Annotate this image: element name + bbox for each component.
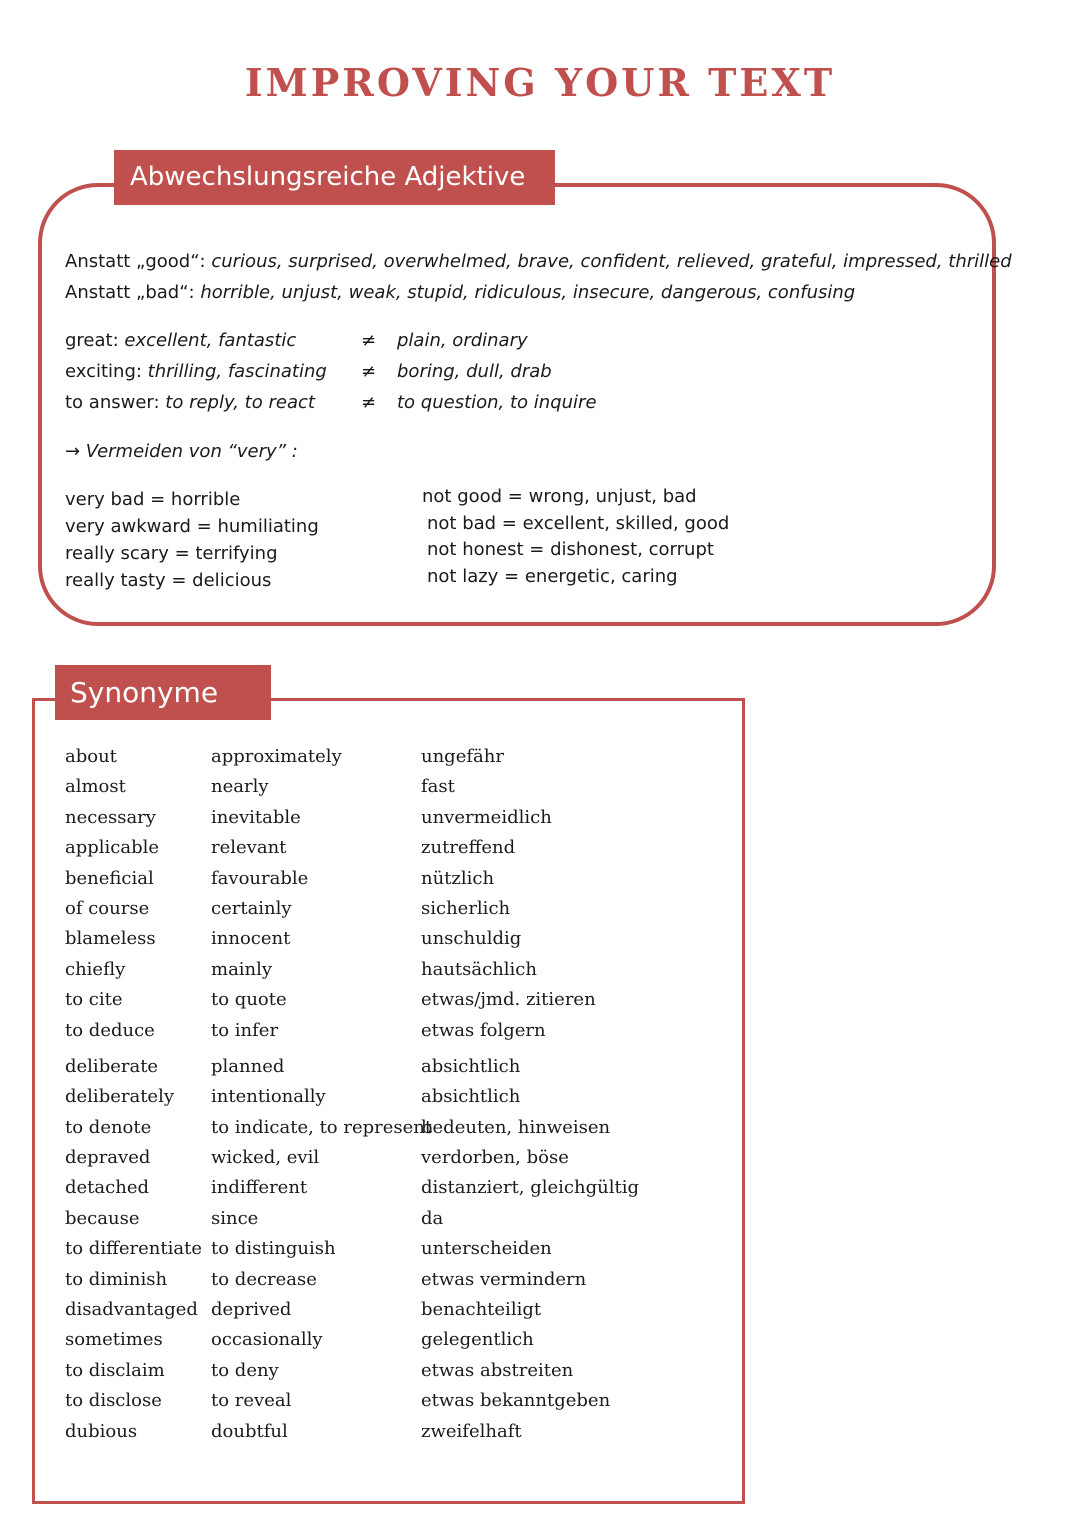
synonyms-header: Synonyme xyxy=(55,665,271,720)
english-word: chiefly xyxy=(65,958,126,980)
german-translation: fast xyxy=(421,776,455,798)
english-synonym: certainly xyxy=(211,897,292,919)
very-item: really scary = terrifying xyxy=(65,543,278,564)
not-equal-symbol: ≠ xyxy=(361,392,377,413)
english-word: because xyxy=(65,1207,140,1229)
german-translation: hautsächlich xyxy=(421,958,537,980)
english-word: almost xyxy=(65,776,126,798)
pair-synonyms: to reply, to react xyxy=(165,392,315,413)
pair-antonyms: to question, to inquire xyxy=(397,392,597,413)
english-synonym: nearly xyxy=(211,776,269,798)
not-equal-symbol: ≠ xyxy=(361,330,377,351)
english-word: sometimes xyxy=(65,1329,163,1351)
german-translation: etwas vermindern xyxy=(421,1268,587,1290)
english-synonym: inevitable xyxy=(211,806,301,828)
german-translation: gelegentlich xyxy=(421,1329,534,1351)
german-translation: ungefähr xyxy=(421,746,504,767)
english-synonym: since xyxy=(211,1207,259,1229)
english-synonym: to quote xyxy=(211,989,287,1011)
instead-good-label: Anstatt „good“: xyxy=(65,251,212,272)
not-equal-symbol: ≠ xyxy=(361,361,377,382)
english-synonym: to decrease xyxy=(211,1268,317,1290)
english-word: applicable xyxy=(65,837,160,859)
pair-great xyxy=(65,329,296,353)
english-word: to cite xyxy=(65,989,123,1011)
english-word: to disclaim xyxy=(65,1359,165,1381)
adjectives-header: Abwechslungsreiche Adjektive xyxy=(114,150,555,205)
pair-antonyms: boring, dull, drab xyxy=(397,361,552,382)
german-translation: unterscheiden xyxy=(421,1238,552,1260)
german-translation: sicherlich xyxy=(421,897,511,919)
german-translation: benachteiligt xyxy=(421,1299,542,1321)
instead-good-list: curious, surprised, overwhelmed, brave, confident, relieved, grateful, impressed, thrilled xyxy=(211,251,1012,272)
pair-answer xyxy=(65,391,315,415)
english-word: necessary xyxy=(65,806,156,828)
german-translation: da xyxy=(421,1207,444,1229)
english-word: dubious xyxy=(65,1420,138,1442)
german-translation: nützlich xyxy=(421,867,495,889)
english-synonym: wicked, evil xyxy=(211,1147,320,1169)
instead-bad-line xyxy=(65,281,855,305)
german-translation: etwas abstreiten xyxy=(421,1359,574,1381)
english-word: depraved xyxy=(65,1147,151,1169)
english-word: blameless xyxy=(65,928,156,950)
german-translation: zweifelhaft xyxy=(421,1420,522,1442)
instead-good-line xyxy=(65,250,1012,274)
english-word: about xyxy=(65,746,117,767)
english-word: of course xyxy=(65,897,150,919)
english-synonym: doubtful xyxy=(211,1420,288,1442)
english-synonym: planned xyxy=(211,1055,285,1077)
english-word: disadvantaged xyxy=(65,1299,198,1321)
pair-word: to answer: xyxy=(65,392,166,413)
english-synonym: to deny xyxy=(211,1359,279,1381)
english-word: to diminish xyxy=(65,1268,168,1290)
english-synonym: innocent xyxy=(211,928,291,950)
pair-exciting xyxy=(65,360,327,384)
german-translation: etwas bekanntgeben xyxy=(421,1390,611,1412)
page-title: IMPROVING YOUR TEXT xyxy=(244,60,836,105)
english-synonym: to indicate, to represent xyxy=(211,1116,433,1138)
german-translation: distanziert, gleichgültig xyxy=(421,1177,639,1199)
instead-bad-list: horrible, unjust, weak, stupid, ridiculous, insecure, dangerous, confusing xyxy=(200,282,856,303)
english-word: to disclose xyxy=(65,1390,162,1412)
instead-bad-label: Anstatt „bad“: xyxy=(65,282,201,303)
german-translation: zutreffend xyxy=(421,837,516,859)
english-synonym: occasionally xyxy=(211,1329,323,1351)
very-item: really tasty = delicious xyxy=(65,570,272,591)
german-translation: absichtlich xyxy=(421,1086,521,1108)
english-synonym: relevant xyxy=(211,837,287,859)
english-synonym: to reveal xyxy=(211,1390,292,1412)
english-word: to differentiate xyxy=(65,1238,202,1260)
english-word: detached xyxy=(65,1177,149,1199)
pair-word: great: xyxy=(65,330,125,351)
pair-synonyms: thrilling, fascinating xyxy=(147,361,327,382)
english-word: deliberate xyxy=(65,1055,159,1077)
german-translation: absichtlich xyxy=(421,1055,521,1077)
very-item: very bad = horrible xyxy=(65,489,241,510)
english-synonym: approximately xyxy=(211,746,342,767)
english-synonym: to distinguish xyxy=(211,1238,336,1260)
english-synonym: to infer xyxy=(211,1019,279,1041)
english-word: to denote xyxy=(65,1116,152,1138)
german-translation: bedeuten, hinweisen xyxy=(421,1116,611,1138)
avoid-very-heading: → Vermeiden von “very” : xyxy=(65,441,298,462)
german-translation: unvermeidlich xyxy=(421,806,552,828)
not-item: not honest = dishonest, corrupt xyxy=(427,539,714,560)
german-translation: etwas/jmd. zitieren xyxy=(421,989,596,1011)
english-word: beneficial xyxy=(65,867,154,889)
english-synonym: intentionally xyxy=(211,1086,326,1108)
english-word: to deduce xyxy=(65,1019,155,1041)
english-synonym: mainly xyxy=(211,958,273,980)
not-item: not bad = excellent, skilled, good xyxy=(427,513,730,534)
pair-antonyms: plain, ordinary xyxy=(397,330,528,351)
not-item: not lazy = energetic, caring xyxy=(427,566,678,587)
english-synonym: indifferent xyxy=(211,1177,308,1199)
english-word: deliberately xyxy=(65,1086,175,1108)
german-translation: etwas folgern xyxy=(421,1019,546,1041)
very-item: very awkward = humiliating xyxy=(65,516,319,537)
german-translation: unschuldig xyxy=(421,928,522,950)
german-translation: verdorben, böse xyxy=(421,1147,569,1169)
english-synonym: deprived xyxy=(211,1299,292,1321)
not-item: not good = wrong, unjust, bad xyxy=(422,486,697,507)
pair-word: exciting: xyxy=(65,361,148,382)
english-synonym: favourable xyxy=(211,867,309,889)
pair-synonyms: excellent, fantastic xyxy=(124,330,297,351)
